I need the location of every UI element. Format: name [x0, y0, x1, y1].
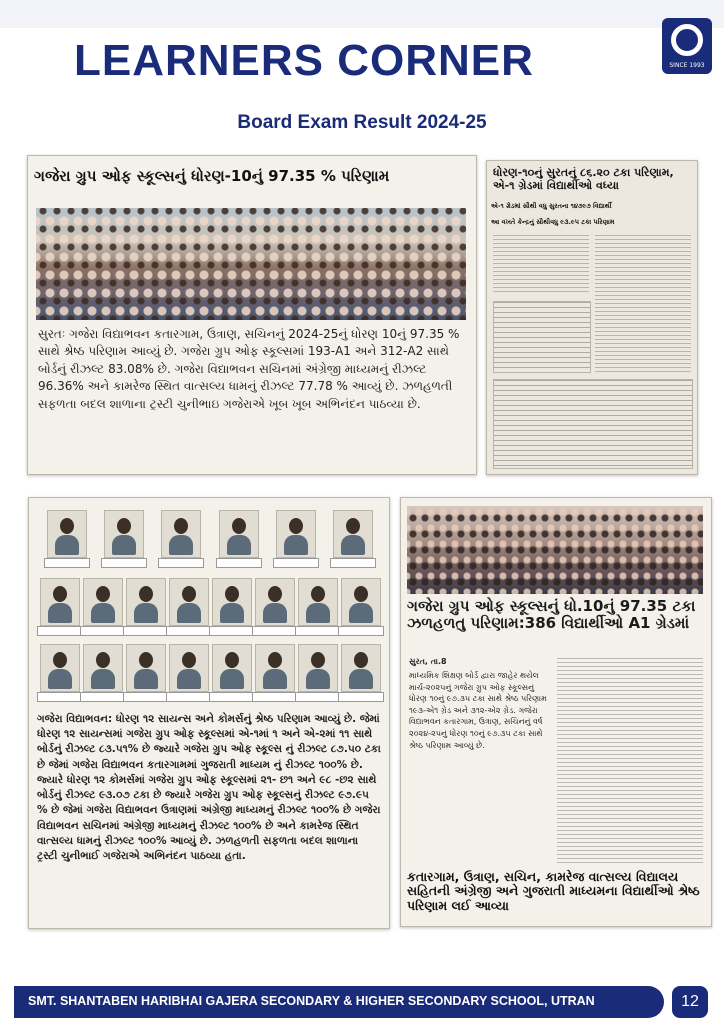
student-name-caption	[330, 558, 376, 568]
student-name-caption	[338, 626, 384, 636]
clipping-4-body: માધ્યમિક શિક્ષણ બોર્ડ દ્વારા જાહેર થયેલ માર્ચ-૨૦૨૫નું ગજેરા ગ્રુપ ઓફ સ્કૂલ્સનું ધોરણ ૧૦નું ૯૭.૩૫ ટકા સાથે શ્રેષ્ઠ પરિણામ ૧૯૩-એ૧ ગ્રેડ અને ૩૧૨-એ૨ ગ્રેડ. ગજેરા વિદ્યાભવન કતારગામ, ઉત્રાણ, સચિનનું વર્ષ ૨૦૨૪-૨૫નું ધોરણ ૧૦નું ૯૭.૩૫ ટકા સાથે શ્રેષ્ઠ પરિણામ આવ્યું છે.	[409, 671, 547, 750]
student-portrait	[83, 644, 123, 692]
student-name-caption	[216, 558, 262, 568]
clipping-4-dateline: સુરત, તા.8	[409, 657, 447, 666]
student-portrait	[83, 578, 123, 626]
school-name: SMT. SHANTABEN HARIBHAI GAJERA SECONDARY & HIGHER SECONDARY SCHOOL, UTRAN	[28, 994, 595, 1008]
student-name-caption	[209, 626, 255, 636]
clipping-2-headline: ધોરણ-૧૦નું સુરતનું ૮૬.૨૦ ટકા પરિણામ, એ-૧ ગ્રેડમાં વિદ્યાર્થીઓ વધ્યા	[493, 166, 674, 192]
clipping-1-headline: ગજેરા ગ્રુપ ઓફ સ્કૂલ્સનું ધોરણ-10નું 97.35 % પરિણામ	[34, 167, 390, 185]
student-portrait	[212, 578, 252, 626]
page-header	[0, 0, 724, 100]
student-portrait	[333, 510, 373, 558]
student-name-caption	[158, 558, 204, 568]
student-portrait	[104, 510, 144, 558]
student-portrait	[47, 510, 87, 558]
student-portrait	[126, 644, 166, 692]
student-name-caption	[252, 626, 298, 636]
student-portrait	[161, 510, 201, 558]
student-name-caption	[80, 626, 126, 636]
header-band	[0, 0, 724, 28]
student-portrait	[298, 644, 338, 692]
student-name-caption	[209, 692, 255, 702]
student-name-caption	[166, 692, 212, 702]
fine-print-column	[557, 658, 703, 866]
results-table	[493, 379, 693, 469]
clipping-4-footline: કતારગામ, ઉત્રાણ, સચિન, કામરેજ વાત્સલ્ય વિદ્યાલય સહિતની અંગ્રેજી અને ગુજરાતી માધ્યમના વિદ્યાર્થીઓ શ્રેષ્ઠ પરિણામ લઈ આવ્યા	[407, 869, 700, 913]
student-name-caption	[252, 692, 298, 702]
results-table	[493, 301, 591, 373]
clipping-3-body: ગજેરા વિદ્યાભવન: ધોરણ ૧૨ સાયન્સ અને કોમર્સનું શ્રેષ્ઠ પરિણામ આવ્યું છે. જેમાં ધોરણ ૧૨ સાયન્સમાં ગજેરા ગ્રુપ ઓફ સ્કૂલ્સમાં એ-૧માં ૧ અને એ-૨માં ૧૧ સાથે બોર્ડનું રીઝલ્ટ ૮૩.૫૧% છે જ્યારે ગજેરા ગ્રુપ ઓફ સ્કૂલ્સ નું રીઝલ્ટ ૮૭.૫૦ ટકા છે જેમાં ગજેરા વિદ્યાભવન કતારગામમાં ગુજરાતી માધ્યમ નું રીઝલ્ટ ૧૦૦% છે. જ્યારે ધોરણ ૧૨ કોમર્સમાં ગજેરા ગ્રુપ ઓફ સ્કૂલ્સમાં ૨૧- છ૧ અને ૯૮ -છ૨ સાથે બોર્ડનું રીઝલ્ટ ૯૩.૦૭ ટકા છે જ્યારે ગજેરા ગ્રુપ ઓફ સ્કૂલ્સનું રીઝલ્ટ ૯૭.૯૫ % છે જેમાં ગજેરા વિદ્યાભવન ઉત્રાણમાં અંગ્રેજી માધ્યમનું રીઝલ્ટ ૧૦૦% છે ગજેરા વિદ્યાભવન સચિનમાં અંગ્રેજી માધ્યમનું રીઝલ્ટ ૧૦૦% છે અને કામરેજ સ્થિત વાત્સલ્ય ધામનું રીઝલ્ટ ૧૦૦% આવ્યું છે. ઝળહળતી સફળતા બદલ શાળાના ટ્રસ્ટી ચુનીભાઈ ગજેરાએ અભિનંદન પાઠવ્યા હતા.	[37, 713, 381, 862]
student-name-caption	[166, 626, 212, 636]
student-portrait	[126, 578, 166, 626]
clipping-4-headline: ગજેરા ગ્રુપ ઓફ સ્કૂલ્સનું ધો.10નું 97.35 ટકા ઝળહળતુ પરિણામ:386 વિદ્યાર્થીઓ A1 ગ્રેડમાં	[407, 597, 696, 633]
newspaper-clipping-2	[486, 160, 698, 475]
student-name-caption	[338, 692, 384, 702]
newspaper-clipping-4	[400, 497, 712, 927]
student-name-caption	[80, 692, 126, 702]
student-name-caption	[273, 558, 319, 568]
student-portrait	[276, 510, 316, 558]
student-portrait	[40, 644, 80, 692]
student-name-caption	[101, 558, 147, 568]
student-name-caption	[123, 692, 169, 702]
clipping-2-subhead-2: આ વખતે કેન્દ્રનું સૌથીવધુ ૯૩.૯૫ ટકા પરિણામ	[491, 218, 615, 226]
student-name-caption	[295, 626, 341, 636]
school-logo	[662, 18, 712, 74]
logo-mark-icon	[671, 24, 703, 56]
newspaper-clipping-1	[27, 155, 477, 475]
clipping-2-subhead: એ-૧ ગ્રેડમાં સૌથી વધુ સુરતના ૧૪૭૯૭ વિદ્યાર્થી	[491, 202, 612, 210]
student-portrait	[219, 510, 259, 558]
student-name-caption	[37, 692, 83, 702]
clipping-1-body: સુરતઃ ગજેરા વિદ્યાભવન કતારગામ, ઉત્રાણ, સચિનનું 2024-25નું ધોરણ 10નું 97.35 % સાથે શ્રેષ્ઠ પરિણામ આવ્યું છે. ગજેરા ગ્રુપ ઓફ સ્કૂલ્સમાં 193-A1 અને 312-A2 સાથે બોર્ડનું રીઝલ્ટ 83.08% છે. ગજેરા વિદ્યાભવન સચિનમાં અંગ્રેજી માધ્યમનું રીઝલ્ટ 96.36% અને કામરેજ સ્થિત વાત્સલ્ય ધામનું રીઝલ્ટ 77.78 % આવ્યું છે. ઝળહળતી સફળતા બદલ શાળાના ટ્રસ્ટી ચુનીભાઇ ગજેરાએ ખૂબ ખૂબ અભિનંદન પાઠવ્યા છે.	[38, 327, 460, 411]
student-portrait	[255, 644, 295, 692]
student-portrait	[341, 578, 381, 626]
student-portrait	[169, 578, 209, 626]
newspaper-clipping-3	[28, 497, 390, 929]
student-name-caption	[44, 558, 90, 568]
student-name-caption	[295, 692, 341, 702]
logo-text: SINCE 1993	[669, 62, 705, 69]
student-portrait	[40, 578, 80, 626]
student-name-caption	[37, 626, 83, 636]
page-subtitle: Board Exam Result 2024-25	[237, 112, 487, 133]
fine-print-column	[595, 235, 691, 375]
page-title: LEARNERS CORNER	[74, 36, 534, 85]
page-footer	[0, 968, 724, 1024]
student-portrait	[212, 644, 252, 692]
group-photo	[407, 506, 703, 594]
page-number: 12	[672, 986, 708, 1018]
student-portrait	[255, 578, 295, 626]
student-portrait	[169, 644, 209, 692]
student-portrait	[298, 578, 338, 626]
fine-print-column	[493, 235, 589, 295]
student-portrait	[341, 644, 381, 692]
group-photo	[36, 208, 466, 320]
student-name-caption	[123, 626, 169, 636]
